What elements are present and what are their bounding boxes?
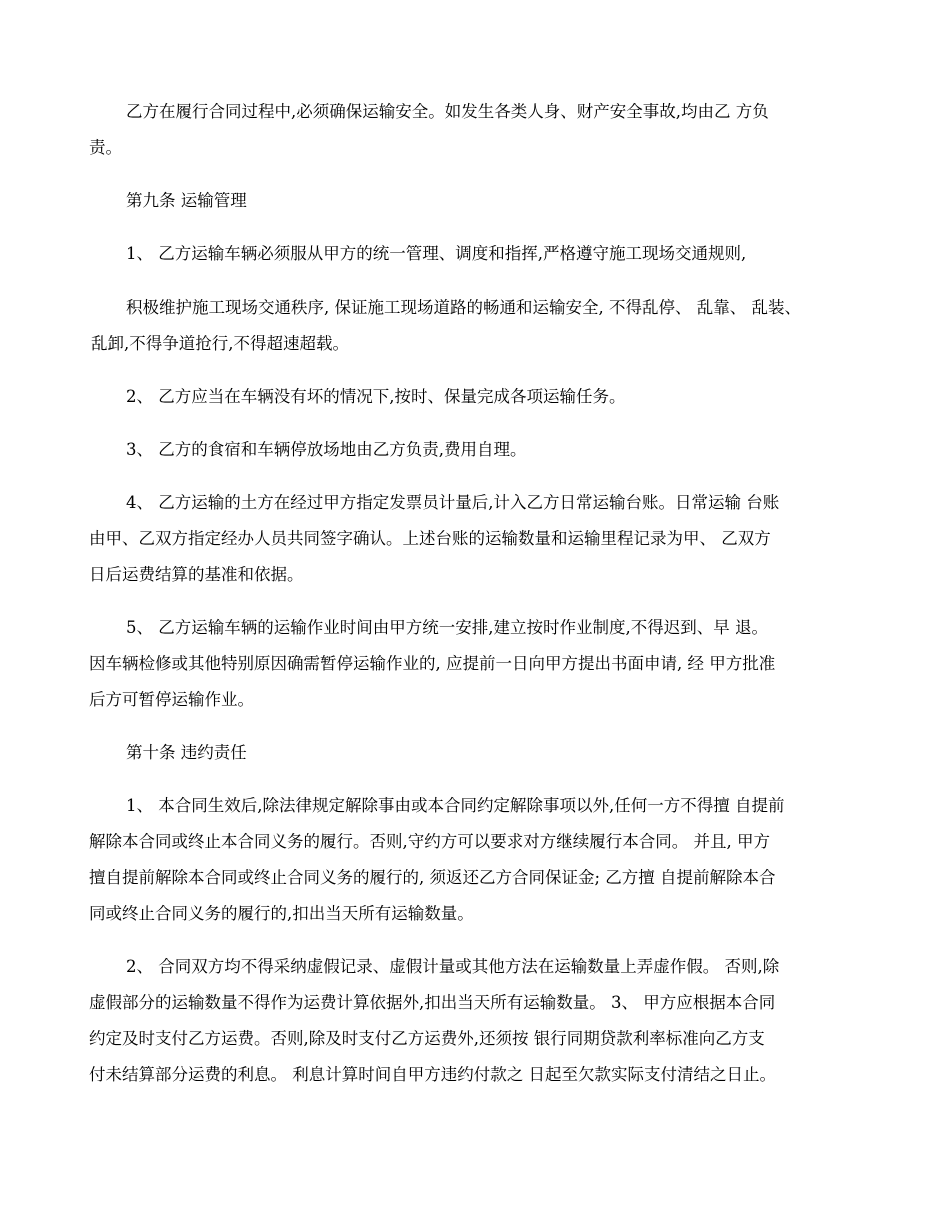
paragraph-line: 1、 乙方运输车辆必须服从甲方的统一管理、调度和指挥,严格遵守施工现场交通规则, bbox=[126, 244, 747, 263]
paragraph-line: 积极维护施工现场交通秩序, 保证施工现场道路的畅通和运输安全, 不得乱停、 乱靠、 乱装、 bbox=[126, 298, 801, 317]
paragraph-line: 由甲、乙双方指定经办人员共同签字确认。上述台账的运输数量和运输里程记录为甲、 乙双方 bbox=[89, 529, 771, 548]
paragraph-line: 付未结算部分运费的利息。 利息计算时间自甲方违约付款之 日起至欠款实际支付清结之日止。 bbox=[89, 1065, 776, 1084]
paragraph-line: 同或终止合同义务的履行的,扣出当天所有运输数量。 bbox=[89, 904, 474, 923]
paragraph-line: 3、 乙方的食宿和车辆停放场地由乙方负责,费用自理。 bbox=[126, 440, 527, 459]
paragraph-line: 2、 乙方应当在车辆没有坏的情况下,按时、保量完成各项运输任务。 bbox=[126, 387, 626, 406]
paragraph-line: 解除本合同或终止本合同义务的履行。否则,守约方可以要求对方继续履行本合同。 并且, 甲方 bbox=[89, 832, 770, 851]
section-heading: 第十条 违约责任 bbox=[126, 743, 247, 762]
paragraph-line: 因车辆检修或其他特别原因确需暂停运输作业的, 应提前一日向甲方提出书面申请, 经 甲方批准 bbox=[89, 654, 776, 673]
paragraph-line: 日后运费结算的基准和依据。 bbox=[89, 565, 304, 584]
section-heading: 第九条 运输管理 bbox=[126, 191, 247, 210]
paragraph-line: 5、 乙方运输车辆的运输作业时间由甲方统一安排,建立按时作业制度,不得迟到、早 退。 bbox=[126, 618, 768, 637]
paragraph-line: 1、 本合同生效后,除法律规定解除事由或本合同约定解除事项以外,任何一方不得擅 自提前 bbox=[126, 796, 785, 815]
paragraph-line: 乱卸,不得争道抢行,不得超速超载。 bbox=[91, 334, 349, 353]
paragraph-line: 2、 合同双方均不得采纳虚假记录、虚假计量或其他方法在运输数量上弄虚作假。 否则,除 bbox=[126, 957, 780, 976]
paragraph-line: 责。 bbox=[89, 138, 122, 157]
paragraph-line: 约定及时支付乙方运费。否则,除及时支付乙方运费外,还须按 银行同期贷款利率标准向乙方支 bbox=[89, 1029, 765, 1048]
paragraph-line: 乙方在履行合同过程中,必须确保运输安全。如发生各类人身、财产安全事故,均由乙 方负 bbox=[126, 102, 769, 121]
paragraph-line: 虚假部分的运输数量不得作为运费计算依据外,扣出当天所有运输数量。 3、 甲方应根据本合同 bbox=[89, 993, 776, 1012]
paragraph-line: 擅自提前解除本合同或终止合同义务的履行的, 须返还乙方合同保证金; 乙方擅 自提前解除本合 bbox=[89, 868, 776, 887]
paragraph-line: 后方可暂停运输作业。 bbox=[89, 690, 254, 709]
paragraph-line: 4、 乙方运输的土方在经过甲方指定发票员计量后,计入乙方日常运输台账。日常运输 台账 bbox=[126, 493, 780, 512]
